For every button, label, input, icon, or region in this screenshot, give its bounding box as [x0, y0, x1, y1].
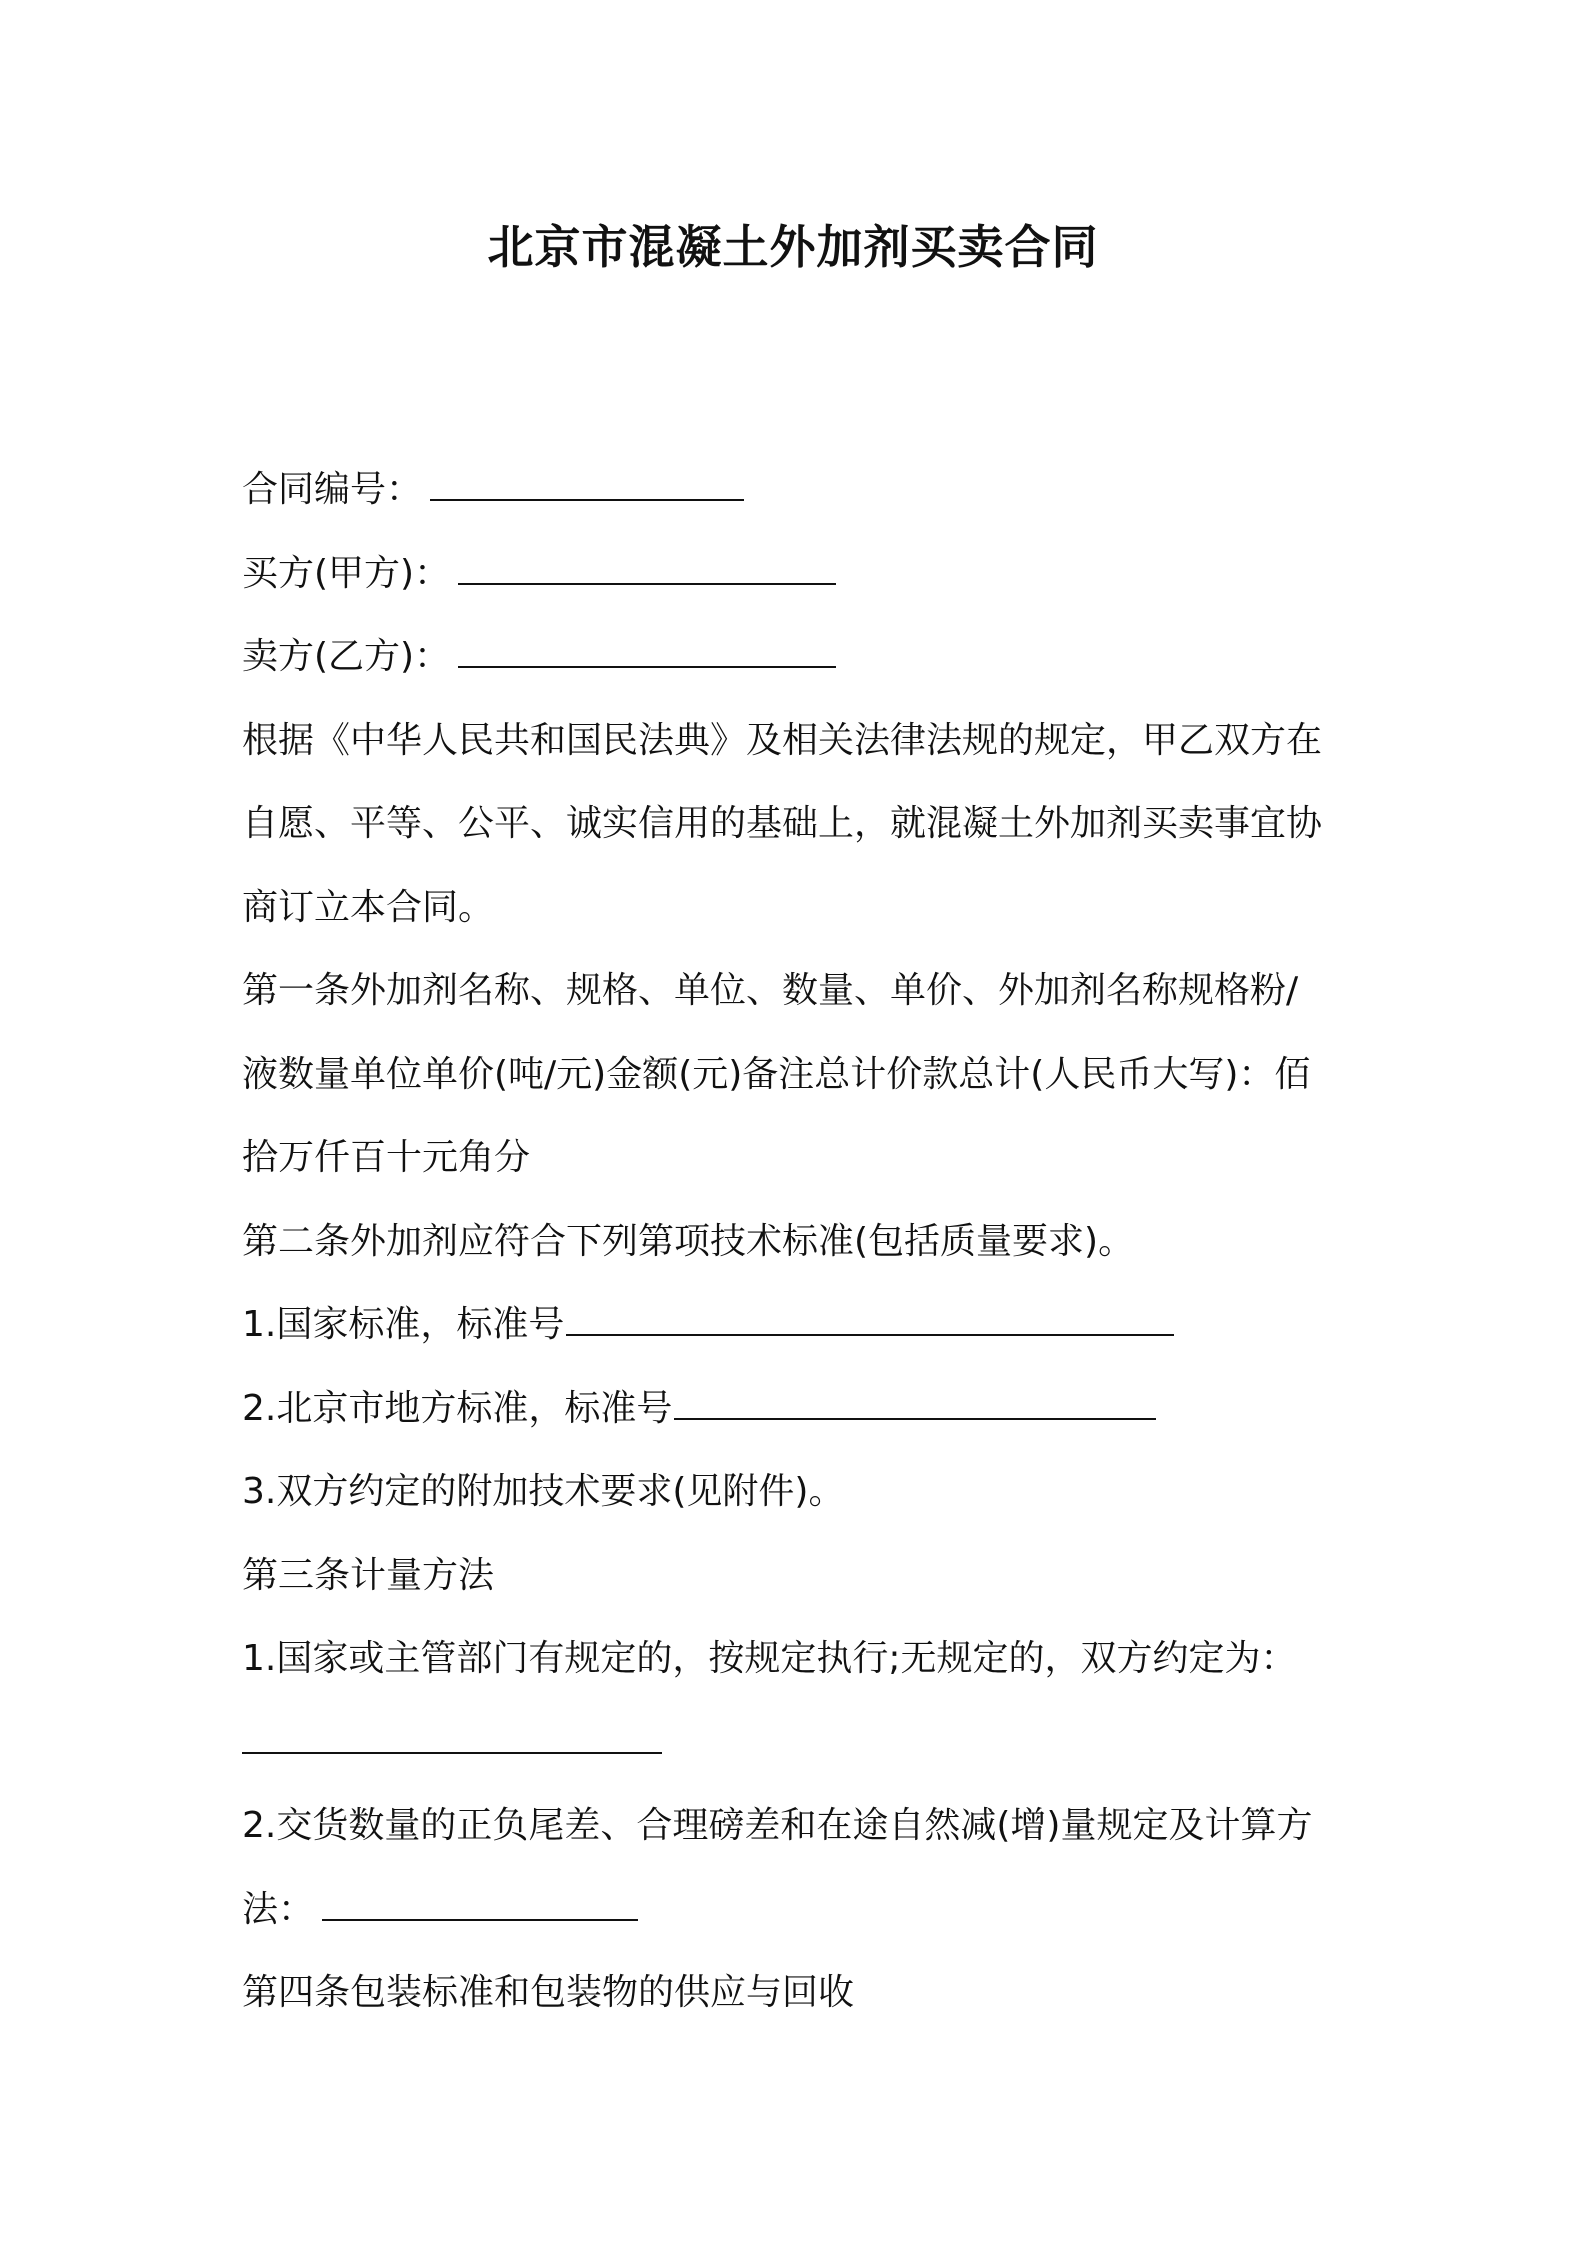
- contract-number-line: [242, 448, 1362, 532]
- document-body: [242, 448, 1362, 2035]
- article2-heading: 第二条外加剂应符合下列第项技术标准(包括质量要求)。: [242, 1220, 1135, 1262]
- method-label: 法：: [242, 1888, 315, 1930]
- measurement-blank: [242, 1706, 662, 1754]
- article3-item-measurement: 1.国家或主管部门有规定的，按规定执行;无规定的，双方约定为：: [242, 1638, 1297, 1679]
- article2-item-additional: 3.双方约定的附加技术要求(见附件)。: [242, 1471, 845, 1512]
- national-standard-blank: [566, 1288, 1174, 1336]
- article2-item-local: [242, 1367, 1362, 1451]
- seller-line: [242, 615, 1362, 699]
- article1-line: 液数量单位单价(吨/元)金额(元)备注总计价款总计(人民币大写)：佰: [242, 1053, 1311, 1095]
- seller-blank: [458, 620, 836, 668]
- local-standard-label: 2.北京市地方标准，标准号: [242, 1387, 673, 1429]
- article3-method-line: [242, 1868, 1362, 1952]
- buyer-line: [242, 532, 1362, 616]
- contract-number-blank: [430, 453, 744, 501]
- article2-item-national: [242, 1283, 1362, 1367]
- article3-item-tolerance: 2.交货数量的正负尾差、合理磅差和在途自然减(增)量规定及计算方: [242, 1805, 1313, 1846]
- contract-number-label: 合同编号：: [242, 469, 423, 510]
- article3-heading: 第三条计量方法: [242, 1554, 495, 1596]
- seller-label: 卖方(乙方)：: [242, 636, 451, 677]
- preamble-line: 商订立本合同。: [242, 886, 495, 928]
- buyer-blank: [458, 537, 836, 585]
- article1-line: 拾万仟百十元角分: [242, 1137, 531, 1178]
- preamble-line: 自愿、平等、公平、诚实信用的基础上，就混凝土外加剂买卖事宜协: [242, 803, 1323, 844]
- preamble-line: 根据《中华人民共和国民法典》及相关法律法规的规定，甲乙双方在: [242, 719, 1323, 761]
- document-title: 北京市混凝土外加剂买卖合同: [487, 220, 1099, 274]
- article3-measurement-blank-line: [242, 1701, 1362, 1785]
- article4-heading: 第四条包装标准和包装物的供应与回收: [242, 1972, 855, 2013]
- method-blank: [322, 1873, 638, 1921]
- buyer-label: 买方(甲方)：: [242, 552, 451, 594]
- article1-line: 第一条外加剂名称、规格、单位、数量、单价、外加剂名称规格粉/: [242, 970, 1299, 1011]
- local-standard-blank: [674, 1372, 1156, 1420]
- national-standard-label: 1.国家标准，标准号: [242, 1304, 565, 1345]
